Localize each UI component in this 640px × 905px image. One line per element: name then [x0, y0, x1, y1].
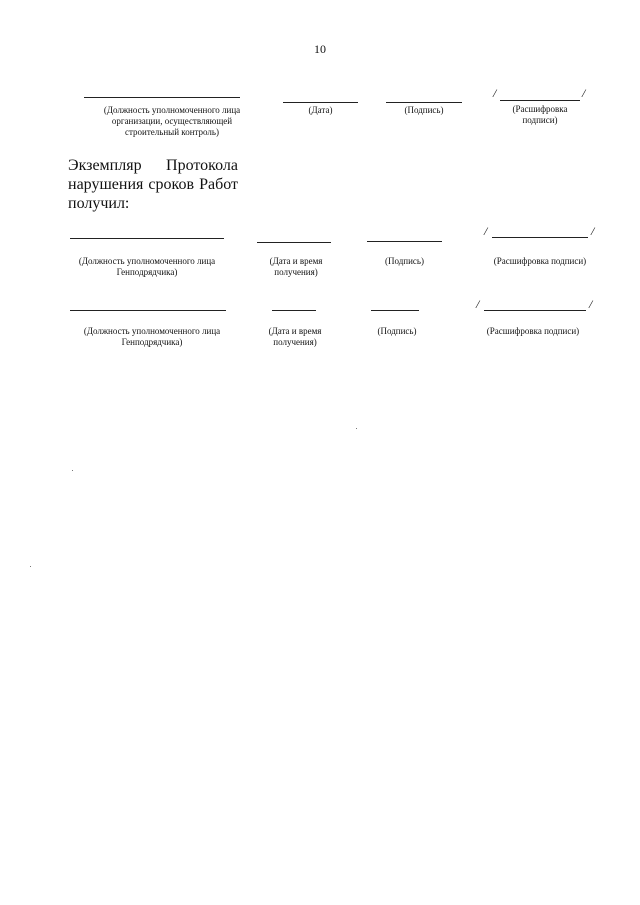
decode-line	[500, 100, 580, 101]
decode-caption: (Расшифровка подписи)	[486, 326, 580, 336]
date-caption: (Дата и время получения)	[268, 326, 322, 347]
slash-left: /	[484, 224, 488, 238]
date-line	[272, 310, 316, 311]
decode-caption: (Расшифровка подписи)	[493, 256, 587, 266]
decode-line	[492, 237, 588, 238]
slash-left: /	[493, 86, 497, 100]
scan-speck	[72, 470, 73, 471]
slash-right: /	[589, 297, 593, 311]
scan-speck	[356, 428, 357, 429]
signature-caption: (Подпись)	[377, 326, 417, 336]
position-line	[70, 238, 224, 239]
signature-line	[367, 241, 442, 242]
position-line	[84, 97, 240, 98]
slash-right: /	[591, 224, 595, 238]
receipt-heading: Экземпляр Протокола нарушения сроков Работ получил:	[68, 157, 238, 212]
date-caption: (Дата и время получения)	[269, 256, 323, 277]
signature-line	[371, 310, 419, 311]
signature-line	[386, 102, 462, 103]
slash-left: /	[476, 297, 480, 311]
position-line	[70, 310, 226, 311]
position-caption: (Должность уполномоченного лица организации, осуществляющей строительный контроль)	[103, 105, 241, 137]
slash-right: /	[582, 86, 586, 100]
position-caption: (Должность уполномоченного лица Генподрядчика)	[78, 256, 216, 277]
scan-speck	[30, 566, 31, 567]
page-number: 10	[314, 42, 326, 56]
decode-line	[484, 310, 586, 311]
date-line	[283, 102, 358, 103]
position-caption: (Должность уполномоченного лица Генподрядчика)	[83, 326, 221, 347]
date-line	[257, 242, 331, 243]
signature-caption: (Подпись)	[384, 256, 425, 266]
decode-caption: (Расшифровка подписи)	[512, 104, 568, 125]
date-caption: (Дата)	[308, 105, 333, 115]
signature-caption: (Подпись)	[404, 105, 444, 115]
